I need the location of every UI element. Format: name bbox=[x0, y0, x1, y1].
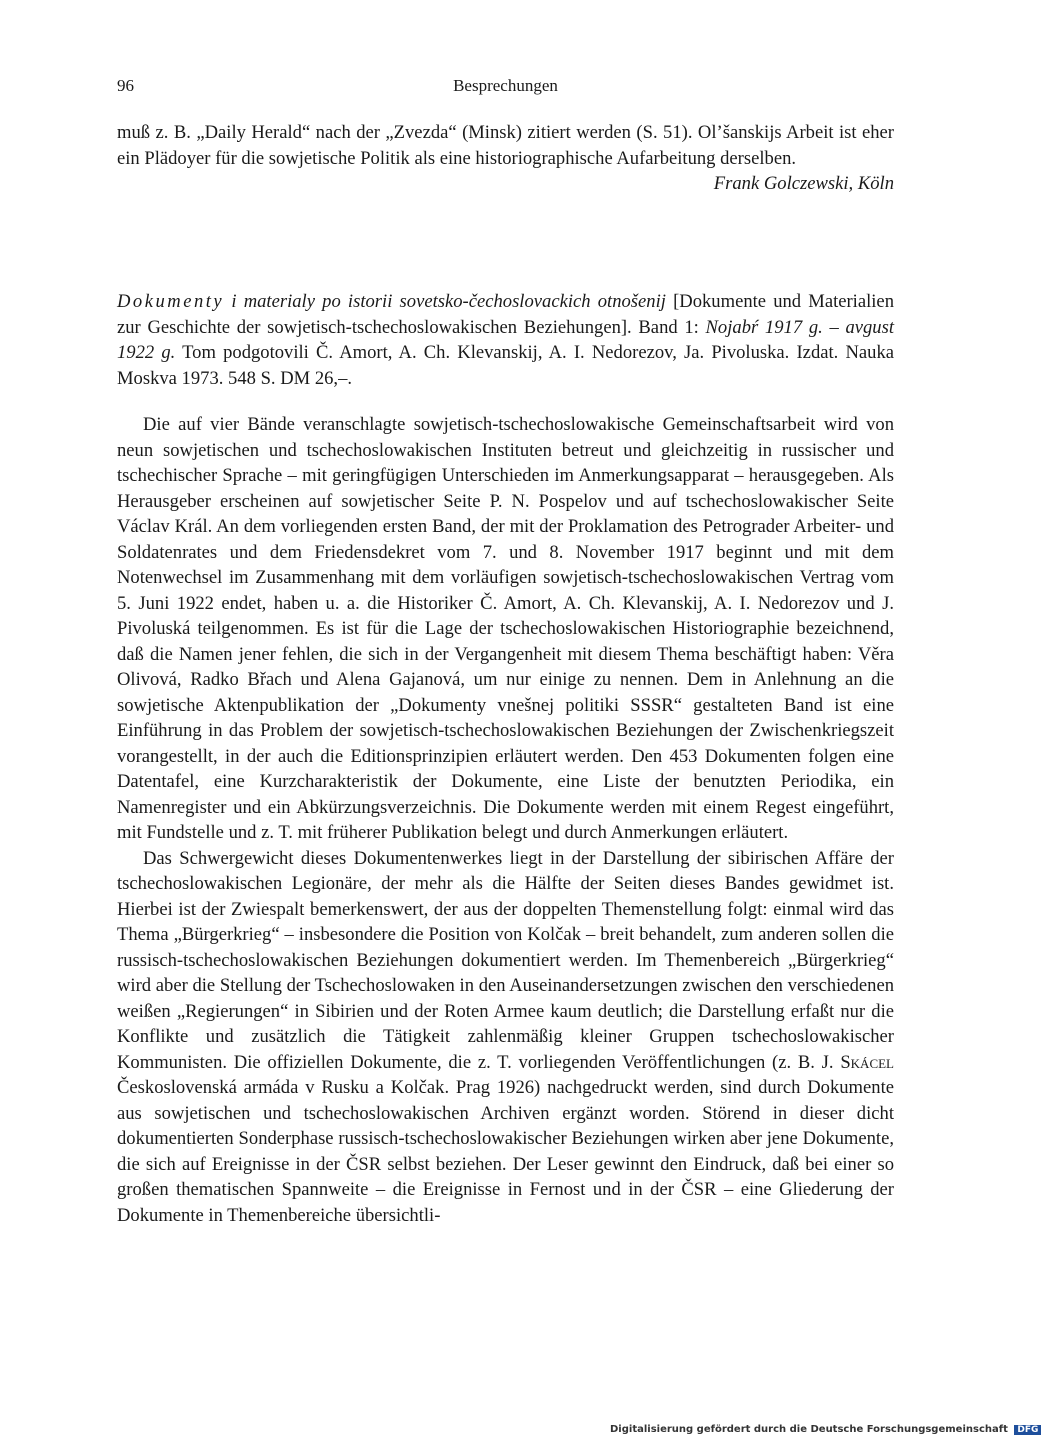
review-citation bbox=[117, 289, 894, 391]
title-rest: i materialy po istorii sovetsko-čechoslovackich otnošenij bbox=[224, 291, 666, 312]
running-title: Besprechungen bbox=[453, 76, 558, 95]
previous-review-text: muß z. B. „Daily Herald“ nach der „Zvezda“ (Minsk) zitiert werden (S. 51). Ol’šanskijs Arbeit ist eher ein Plädoyer für die sowjetische Politik als eine historiographische Aufarbeitung derselben. bbox=[117, 122, 894, 169]
previous-review-ending bbox=[117, 120, 894, 197]
title-keyword: Dokumenty bbox=[117, 291, 225, 312]
paragraph-2-part-2: Československá armáda v Rusku a Kolčak. Prag 1926) nachgedruckt werden, sind durch Dokumente aus sowjetischen und tschechoslowakischen Archiven ergänzt worden. Störend in dieser dicht dokumentierten Sonderphase russisch-tschechoslowakischer Beziehungen wirken aber jene Dokumente, die sich auf Ereignisse in der ČSR selbst beziehen. Der Leser gewinnt den Eindruck, daß bei einer so großen thematischen Spannweite – die Ereignisse in Fernost und in der ČSR – eine Gliederung der Dokumente in Themenbereiche übersichtli- bbox=[117, 1077, 894, 1226]
review-body bbox=[117, 412, 894, 1228]
body-paragraph-1: Die auf vier Bände veranschlagte sowjetisch-tschechoslowakische Gemeinschaftsarbeit wird von neun sowjetischen und tschechoslowakischen Instituten betreut und gleichzeitig in russischer und tschechischer Sprache – mit geringfügigen Unterschieden im Anmerkungsapparat – herausgegeben. Als Herausgeber erscheinen auf sowjetischer Seite P. N. Pospelov und auf tschechoslowakischer Seite Václav Král. An dem vorliegenden ersten Band, der mit der Proklamation des Petrograder Arbeiter- und Soldatenrates und dem Friedensdekret vom 7. und 8. November 1917 beginnt und mit dem Notenwechsel im Zusammenhang mit dem vorläufigen sowjetisch-tschechoslowakischen Vertrag vom 5. Juni 1922 endet, haben u. a. die Historiker Č. Amort, A. Ch. Klevanskij, A. I. Nedorezov und J. Pivoluská teilgenommen. Es ist für die Lage der tschechoslowakischen Historiographie bezeichnend, daß die Namen jener fehlen, die sich in der Vergangenheit mit diesem Thema beschäftigt haben: Věra Olivová, Radko Břach und Alena Gajanová, um nur einige zu nennen. Dem in Anlehnung an die sowjetische Aktenpublikation der „Dokumenty vnešnej politiki SSSR“ gestalteten Band ist eine Einführung in das Problem der sowjetisch-tschechoslowakischen Beziehungen der Zwischenkriegszeit vorangestellt, in der auch die Editionsprinzipien erläutert werden. Den 453 Dokumenten folgen eine Datentafel, eine Kurzcharakteristik der Dokumente, eine Liste der benutzten Periodika, ein Namenregister und ein Abkürzungsverzeichnis. Die Dokumente werden mit einem Regest eingeführt, mit Fundstelle und z. T. mit früherer Publikation belegt und durch Anmerkungen erläutert. bbox=[117, 414, 894, 843]
page-header bbox=[117, 76, 894, 102]
page-number: 96 bbox=[117, 76, 134, 95]
cited-author: Skácel bbox=[840, 1051, 894, 1073]
publication-info: Tom podgotovili Č. Amort, A. Ch. Klevanskij, A. I. Nedorezov, Ja. Pivoluska. Izdat. Nauka Moskva 1973. 548 S. DM 26,–. bbox=[117, 342, 894, 389]
citation-paragraph bbox=[117, 289, 894, 391]
body-paragraph-2 bbox=[117, 846, 894, 1229]
volume-period: Nojabŕ 1917 g. – avgust 1922 g. bbox=[117, 316, 895, 363]
previous-review-signature: Frank Golczewski, Köln bbox=[713, 173, 894, 194]
title-translation: [Dokumente und Materialien zur Geschichte der sowjetisch-tschechoslowakischen Beziehungen]. Band 1: bbox=[117, 291, 894, 338]
paragraph-2-part-1: Das Schwergewicht dieses Dokumentenwerkes liegt in der Darstellung der sibirischen Affäre der tschechoslowakischen Legionäre, der mehr als die Hälfte der Seiten dieses Bandes gewidmet ist. Hierbei ist der Zwiespalt bemerkenswert, der aus der doppelten Themenstellung folgt: einmal wird das Thema „Bürgerkrieg“ – insbesondere die Position von Kolčak – breit behandelt, zum anderen sollen die russisch-tschechoslowakischen Beziehungen dokumentiert werden. Im Themenbereich „Bürgerkrieg“ wird aber die Stellung der Tschechoslowaken in den Auseinandersetzungen zwischen den verschiedenen weißen „Regierungen“ in Sibirien und der Roten Armee kaum deutlich; die Darstellung erfaßt nur die Konflikte und zusätzlich die Tätigkeit zahlenmäßig kleiner Gruppen tschechoslowakischer Kommunisten. Die offiziellen Dokumente, die z. T. vorliegenden Veröffentlichungen (z. B. J. bbox=[117, 847, 894, 1073]
digitization-footer bbox=[610, 1424, 1041, 1438]
dfg-logo: DFG bbox=[1014, 1425, 1041, 1435]
footer-credit: Digitalisierung gefördert durch die Deutsche Forschungsgemeinschaft bbox=[610, 1424, 1008, 1435]
